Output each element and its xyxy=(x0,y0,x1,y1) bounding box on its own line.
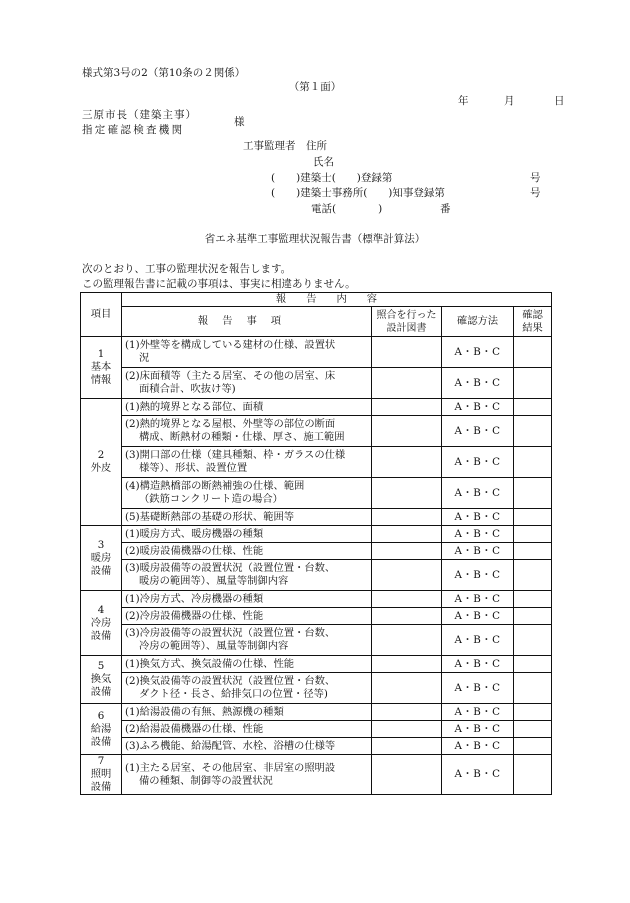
item-group-label-line: 暖房 xyxy=(90,551,112,564)
header-item: 項目 xyxy=(81,293,122,337)
report-matter xyxy=(122,337,372,368)
report-matter-line: (1)換気方式、換気設備の仕様、性能 xyxy=(125,657,295,670)
report-matter xyxy=(122,560,372,591)
addressee-line-2: 指定確認検査機関 xyxy=(82,124,185,136)
drawings-cell[interactable] xyxy=(372,509,442,526)
item-group-label-line: 6 xyxy=(97,709,105,722)
registration-number-suffix-2: 号 xyxy=(530,187,541,199)
item-group-label-line: 7 xyxy=(97,755,105,767)
result-cell[interactable] xyxy=(514,337,552,368)
item-group-label xyxy=(81,704,122,755)
method-cell[interactable]: A・B・C xyxy=(442,704,514,721)
item-group-label-line: 設備 xyxy=(90,629,112,642)
method-cell[interactable]: A・B・C xyxy=(442,543,514,560)
report-matter-line: (2)熱的境界となる屋根、外壁等の部位の断面 xyxy=(125,418,336,430)
report-matter-line: （鉄筋コンクリート造の場合） xyxy=(139,493,283,505)
report-matter-line: (1)熱的境界となる部位、面積 xyxy=(125,400,264,413)
method-cell[interactable]: A・B・C xyxy=(442,673,514,704)
item-group-label-line: 換気 xyxy=(90,673,112,685)
report-matter-line: (5)基礎断熱部の基礎の形状、範囲等 xyxy=(125,510,295,523)
drawings-cell[interactable] xyxy=(372,591,442,608)
report-matter-line: 様等）、形状、設置位置 xyxy=(139,462,248,474)
report-matter xyxy=(122,625,372,656)
report-matter xyxy=(122,738,372,755)
report-matter-line: (1)外壁等を構成している建材の仕様、設置状 xyxy=(125,339,336,351)
item-group-label-line: 情報 xyxy=(90,374,112,386)
drawings-cell[interactable] xyxy=(372,721,442,738)
method-cell[interactable]: A・B・C xyxy=(442,416,514,447)
date-line xyxy=(458,95,565,108)
method-cell[interactable]: A・B・C xyxy=(442,721,514,738)
item-group-label-line: 4 xyxy=(97,603,105,616)
intro-line-1: 次のとおり、工事の監理状況を報告します。 xyxy=(82,263,292,275)
report-matter-line: 備の種類、制御等の設置状況 xyxy=(139,774,273,787)
result-cell[interactable] xyxy=(514,447,552,478)
item-group-label-line: 設備 xyxy=(90,564,112,577)
method-cell[interactable]: A・B・C xyxy=(442,509,514,526)
result-cell[interactable] xyxy=(514,721,552,738)
report-matter xyxy=(122,447,372,478)
result-cell[interactable] xyxy=(514,656,552,673)
drawings-cell[interactable] xyxy=(372,704,442,721)
result-cell[interactable] xyxy=(514,526,552,543)
drawings-cell[interactable] xyxy=(372,560,442,591)
report-table xyxy=(80,292,552,795)
drawings-cell[interactable] xyxy=(372,478,442,509)
date-year: 年 xyxy=(458,95,469,107)
report-matter xyxy=(122,755,372,795)
addressee-line-1: 三原市長（建築主事） xyxy=(82,109,197,121)
report-matter-line: (3)暖房設備等の設置状況（設置位置・台数、 xyxy=(125,562,336,574)
method-cell[interactable]: A・B・C xyxy=(442,399,514,416)
phone-number-suffix: 番 xyxy=(440,203,451,215)
drawings-cell[interactable] xyxy=(372,543,442,560)
page-label: （第１面） xyxy=(288,81,342,93)
report-matter-line: 面積合計、吹抜け等) xyxy=(139,383,236,395)
report-matter-line: (1)主たる居室、その他居室、非居室の照明設 xyxy=(125,761,336,774)
result-cell[interactable] xyxy=(514,399,552,416)
result-cell[interactable] xyxy=(514,625,552,656)
report-matter xyxy=(122,704,372,721)
intro-line-2: この監理報告書に記載の事項は、事実に相違ありません。 xyxy=(82,278,356,290)
drawings-cell[interactable] xyxy=(372,447,442,478)
result-cell[interactable] xyxy=(514,416,552,447)
item-group-label xyxy=(81,656,122,704)
report-matter xyxy=(122,368,372,399)
drawings-cell[interactable] xyxy=(372,755,442,795)
report-matter-line: (1)暖房方式、暖房機器の種類 xyxy=(125,527,264,540)
header-report-matters: 報告事項 xyxy=(122,307,372,337)
report-matter-line: (2)換気設備等の設置状況（設置位置・台数、 xyxy=(125,675,336,687)
result-cell[interactable] xyxy=(514,368,552,399)
result-cell[interactable] xyxy=(514,560,552,591)
drawings-cell[interactable] xyxy=(372,416,442,447)
drawings-cell[interactable] xyxy=(372,337,442,368)
report-matter xyxy=(122,673,372,704)
result-cell[interactable] xyxy=(514,755,552,795)
item-group-label-line: 照明 xyxy=(90,768,112,780)
report-matter-line: (2)床面積等（主たる居室、その他の居室、床 xyxy=(125,370,336,382)
report-matter-line: (3)開口部の仕様（建具種類、枠・ガラスの仕様 xyxy=(125,449,346,461)
result-cell[interactable] xyxy=(514,608,552,625)
report-matter-line: 冷房の範囲等）、風量等制御内容 xyxy=(139,640,289,652)
item-group-label-line: 設備 xyxy=(90,781,112,793)
report-matter-line: (3)冷房設備等の設置状況（設置位置・台数、 xyxy=(125,627,336,639)
item-group-label xyxy=(81,526,122,591)
item-group-label-line: 基本 xyxy=(90,361,112,373)
method-cell[interactable]: A・B・C xyxy=(442,560,514,591)
report-matter xyxy=(122,608,372,625)
drawings-cell[interactable] xyxy=(372,738,442,755)
report-matter xyxy=(122,526,372,543)
report-matter-line: (1)冷房方式、冷房機器の種類 xyxy=(125,592,264,605)
report-matter xyxy=(122,399,372,416)
item-group-label-line: 5 xyxy=(97,660,105,672)
method-cell[interactable]: A・B・C xyxy=(442,656,514,673)
method-cell[interactable]: A・B・C xyxy=(442,478,514,509)
item-group-label-line: 設備 xyxy=(90,686,112,698)
result-cell[interactable] xyxy=(514,478,552,509)
method-cell[interactable]: A・B・C xyxy=(442,447,514,478)
report-matter-line: (3)ふろ機能、給湯配管、水栓、浴槽の仕様等 xyxy=(125,739,336,752)
drawings-cell[interactable] xyxy=(372,608,442,625)
form-number: 様式第3号の2（第10条の２関係） xyxy=(82,67,246,79)
method-cell[interactable]: A・B・C xyxy=(442,337,514,368)
result-cell[interactable] xyxy=(514,673,552,704)
drawings-cell[interactable] xyxy=(372,399,442,416)
report-matter-line: (1)給湯設備の有無、熱源機の種類 xyxy=(125,705,284,718)
method-cell[interactable]: A・B・C xyxy=(442,591,514,608)
result-cell[interactable] xyxy=(514,591,552,608)
item-group-label xyxy=(81,399,122,526)
report-matter xyxy=(122,591,372,608)
report-matter-line: ダクト径・長さ、給排気口の位置・径等) xyxy=(139,688,328,700)
drawings-cell[interactable] xyxy=(372,673,442,704)
report-matter-line: (2)冷房設備機器の仕様、性能 xyxy=(125,609,264,622)
header-method: 確認方法 xyxy=(442,307,514,337)
drawings-cell[interactable] xyxy=(372,656,442,673)
item-group-label-line: 冷房 xyxy=(90,616,112,629)
report-matter-line: (4)構造熱橋部の断熱補強の仕様、範囲 xyxy=(125,480,305,492)
report-matter xyxy=(122,721,372,738)
drawings-cell[interactable] xyxy=(372,526,442,543)
result-cell[interactable] xyxy=(514,704,552,721)
method-cell[interactable]: A・B・C xyxy=(442,625,514,656)
registration-number-suffix-1: 号 xyxy=(530,172,541,184)
report-matter-line: (2)暖房設備機器の仕様、性能 xyxy=(125,544,264,557)
date-month: 月 xyxy=(504,95,515,107)
item-group-label-line: 1 xyxy=(97,348,105,360)
item-group-label-line: 2 xyxy=(97,449,105,461)
phone-label: 電話( ) xyxy=(311,203,383,215)
office-registration-line: ( )建築士事務所( )知事登録第 xyxy=(271,187,445,199)
report-matter xyxy=(122,509,372,526)
supervisor-name-label: 氏名 xyxy=(313,156,334,168)
supervisor-address-label: 工事監理者 住所 xyxy=(243,140,327,152)
date-day: 日 xyxy=(554,95,565,107)
item-group-label-line: 設備 xyxy=(90,735,112,748)
report-matter xyxy=(122,416,372,447)
report-matter xyxy=(122,478,372,509)
method-cell[interactable]: A・B・C xyxy=(442,608,514,625)
method-cell[interactable]: A・B・C xyxy=(442,526,514,543)
method-cell[interactable]: A・B・C xyxy=(442,738,514,755)
report-matter-line: (2)給湯設備機器の仕様、性能 xyxy=(125,722,264,735)
report-matter xyxy=(122,543,372,560)
report-matter-line: 暖房の範囲等）、風量等制御内容 xyxy=(139,575,289,587)
report-matter-line: 構成、断熱材の種類・仕様、厚さ、施工範囲 xyxy=(139,431,345,443)
drawings-cell[interactable] xyxy=(372,625,442,656)
header-report-contents: 報告内容 xyxy=(122,293,552,307)
result-cell[interactable] xyxy=(514,509,552,526)
result-cell[interactable] xyxy=(514,738,552,755)
drawings-cell[interactable] xyxy=(372,368,442,399)
item-group-label-line: 外皮 xyxy=(90,462,112,474)
item-group-label-line: 給湯 xyxy=(90,722,112,735)
architect-registration-line: ( )建築士( )登録第 xyxy=(271,172,393,184)
item-group-label-line: 3 xyxy=(97,538,105,551)
method-cell[interactable]: A・B・C xyxy=(442,755,514,795)
honorific: 様 xyxy=(234,116,245,128)
report-matter xyxy=(122,656,372,673)
header-drawings: 照合を行った設計図書 xyxy=(372,307,442,337)
method-cell[interactable]: A・B・C xyxy=(442,368,514,399)
result-cell[interactable] xyxy=(514,543,552,560)
document-title: 省エネ基準工事監理状況報告書（標準計算法） xyxy=(204,233,426,245)
header-result: 確認結果 xyxy=(514,307,552,337)
report-matter-line: 況 xyxy=(139,352,150,364)
item-group-label xyxy=(81,591,122,656)
item-group-label xyxy=(81,337,122,399)
item-group-label xyxy=(81,755,122,795)
